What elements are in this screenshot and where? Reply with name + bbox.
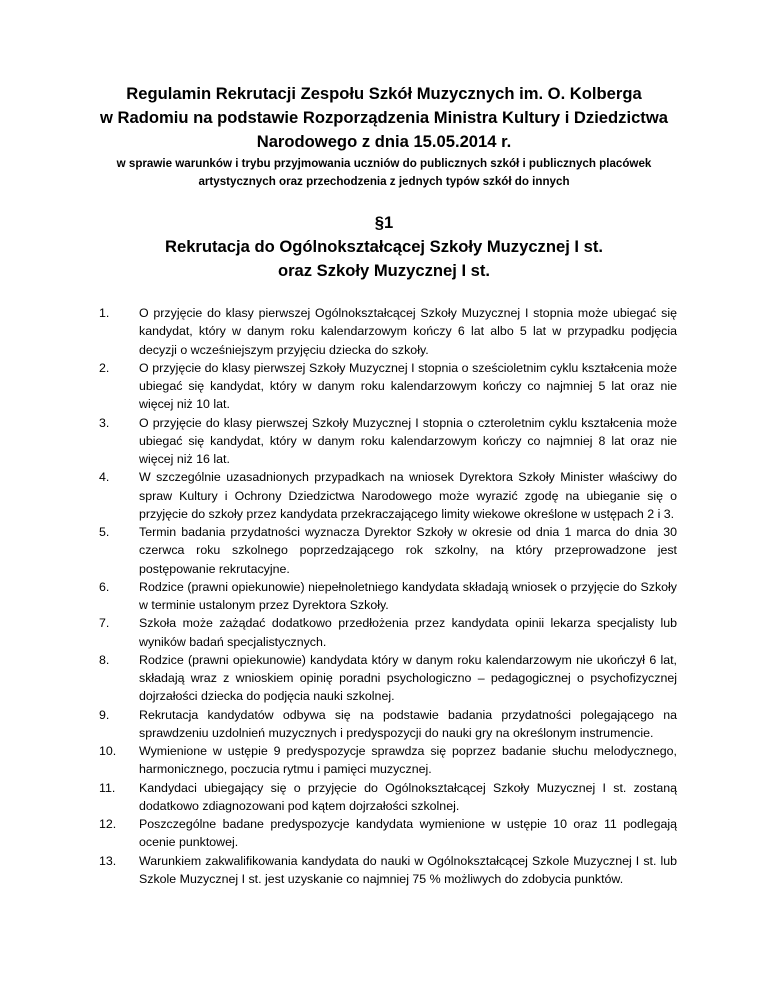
list-item xyxy=(99,779,677,816)
item-text: O przyjęcie do klasy pierwszej Szkoły Muzycznej I stopnia o czteroletnim cyklu kształcenia może ubiegać się kandydat, który w danym roku kalendarzowym kończy co najmniej 8 lat oraz nie więcej niż 16 lat. xyxy=(139,415,677,466)
item-number: 11. xyxy=(99,780,116,795)
list-item xyxy=(99,359,677,414)
list-item xyxy=(99,614,677,651)
list-item xyxy=(99,414,677,469)
document-title xyxy=(100,82,668,154)
title-line: Narodowego z dnia 15.05.2014 r. xyxy=(256,132,512,151)
item-number: 12. xyxy=(99,817,117,831)
list-item xyxy=(99,578,677,615)
item-text: Wymienione w ustępie 9 predyspozycje sprawdza się poprzez badanie słuchu melodycznego, harmonicznego, poczucia rytmu i pamięci muzycznej. xyxy=(139,744,677,777)
item-text: Termin badania przydatności wyznacza Dyrektor Szkoły w okresie od dnia 1 marca do dnia 30 czerwca roku szkolnego poprzedzającego rok szkolny, na który przeprowadzone jest postępowanie rekrutacyjne. xyxy=(139,525,677,576)
list-item xyxy=(99,651,677,706)
item-number: 6. xyxy=(99,579,110,594)
item-text: Szkoła może zażądać dodatkowo przedłożenia przez kandydata opinii lekarza specjalisty lub wyników badań specjalistycznych. xyxy=(139,616,677,649)
item-number: 5. xyxy=(99,525,110,539)
subtitle-line: artystycznych oraz przechodzenia z jednych typów szkół do innych xyxy=(198,175,570,188)
section-heading xyxy=(100,211,668,283)
list-item xyxy=(99,523,677,578)
item-number: 9. xyxy=(99,707,110,722)
section-symbol: §1 xyxy=(374,213,394,232)
rules-list xyxy=(99,304,677,888)
title-line: Regulamin Rekrutacji Zespołu Szkół Muzycznych im. O. Kolberga xyxy=(126,84,642,103)
subtitle-line: w sprawie warunków i trybu przyjmowania uczniów do publicznych szkół i publicznych placówek xyxy=(116,157,652,170)
item-text: O przyjęcie do klasy pierwszej Szkoły Muzycznej I stopnia o sześcioletnim cyklu kształcenia może ubiegać się kandydat, który w danym roku kalendarzowym kończy co najmniej 5 lat oraz nie więcej niż 10 lat. xyxy=(139,360,677,412)
item-text: Rodzice (prawni opiekunowie) kandydata który w danym roku kalendarzowym nie ukończył 6 lat, składają wraz z wnioskiem opinię poradni psychologiczno – pedagogicznej o psychofizycznej dojrzałości dziecka do podjęcia nauki szkolnej. xyxy=(139,652,677,704)
item-text: O przyjęcie do klasy pierwszej Ogólnokształcącej Szkoły Muzycznej I stopnia może ubiegać się kandydat, który w danym roku kalendarzowym kończy 6 lat albo 5 lat w przypadku podjęcia decyzji o wcześniejszym przyjęciu dziecka do szkoły. xyxy=(139,306,677,357)
item-text: Poszczególne badane predyspozycje kandydata wymienione w ustępie 10 oraz 11 podlegają ocenie punktowej. xyxy=(139,817,677,850)
item-text: W szczególnie uzasadnionych przypadkach na wniosek Dyrektora Szkoły Minister właściwy do spraw Kultury i Ochrony Dziedzictwa Narodowego może wyrazić zgodę na ubieganie się o przyjęcie do szkoły przez kandydata przekraczającego limity wiekowe określone w ustępach 2 i 3. xyxy=(139,470,677,521)
list-item xyxy=(99,815,677,852)
item-number: 10. xyxy=(99,744,117,758)
list-item xyxy=(99,706,677,743)
list-item xyxy=(99,468,677,523)
item-number: 13. xyxy=(99,853,117,868)
item-number: 4. xyxy=(99,470,110,485)
item-number: 1. xyxy=(99,306,110,320)
item-number: 7. xyxy=(99,616,110,631)
item-number: 8. xyxy=(99,652,110,667)
item-text: Warunkiem zakwalifikowania kandydata do nauki w Ogólnokształcącej Szkole Muzycznej I st. lub Szkole Muzycznej I st. jest uzyskanie co najmniej 75 % możliwych do zdobycia punktów. xyxy=(139,853,677,886)
document-subtitle xyxy=(96,155,672,191)
list-item xyxy=(99,742,677,779)
item-number: 2. xyxy=(99,360,110,375)
section-heading-line: oraz Szkoły Muzycznej I st. xyxy=(277,261,491,280)
section-heading-line: Rekrutacja do Ogólnokształcącej Szkoły Muzycznej I st. xyxy=(164,237,604,256)
list-item xyxy=(99,852,677,889)
item-number: 3. xyxy=(99,415,110,430)
item-text: Kandydaci ubiegający się o przyjęcie do Ogólnokształcącej Szkoły Muzycznej I st. zostaną dodatkowo zdiagnozowani pod kątem dojrzałości szkolnej. xyxy=(139,780,677,813)
list-item xyxy=(99,304,677,359)
item-text: Rekrutacja kandydatów odbywa się na podstawie badania przydatności polegającego na sprawdzeniu uzdolnień muzycznych i predyspozycji do nauki gry na określonym instrumencie. xyxy=(139,707,677,740)
title-line: w Radomiu na podstawie Rozporządzenia Ministra Kultury i Dziedzictwa xyxy=(100,108,668,127)
item-text: Rodzice (prawni opiekunowie) niepełnoletniego kandydata składają wniosek o przyjęcie do Szkoły w terminie ustalonym przez Dyrektora Szkoły. xyxy=(139,579,677,612)
